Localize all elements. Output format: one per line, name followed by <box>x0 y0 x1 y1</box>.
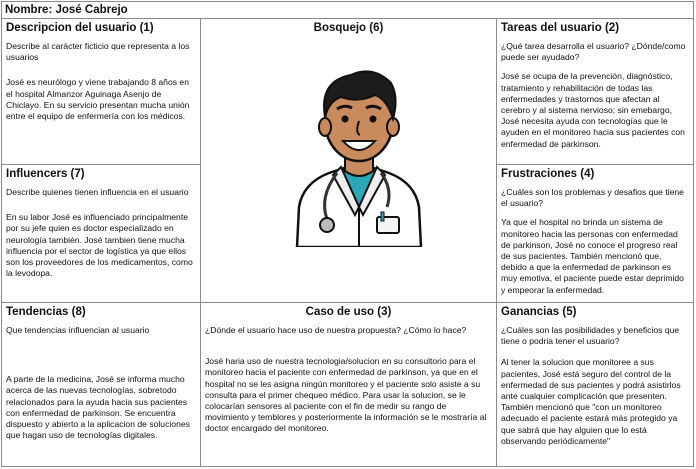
influencers-section <box>2 165 201 303</box>
bosquejo-section <box>201 19 497 303</box>
frustraciones-body: Ya que el hospital no brinda un sistema de monitoreo hacia las personas con enfermedad de parkinson, José no conoce el progreso real de sus pacientes. También mencionó que, debido a que la enfermedad de parkinson es muy emotiva, el paciente puede estar deprimido y empeorar la enfermedad. <box>501 217 684 295</box>
ganancias-section <box>497 303 693 467</box>
descripcion-body: José es neurólogo y viene trabajando 8 años en el hospital Almanzor Aguinaga Asenjo de Chiclayo. En su servicio presentan mucha unión entre el equipo de enfermería con los médicos. <box>6 77 190 122</box>
bosquejo-title: Bosquejo (6) <box>313 22 384 34</box>
frustraciones-title: Frustraciones (4) <box>501 168 595 180</box>
influencers-body: En su labor José es influenciado principalmente por su jefe quien es doctor especializado en neurología también. José tambien tiene mucha influencia por el sector de logística ya que ellos son los proveedores de los medicamentos, como la levodopa. <box>6 212 193 279</box>
influencers-prompt: Describe quienes tienen influencia en el usuario <box>6 187 189 197</box>
persona-canvas <box>1 1 694 467</box>
doctor-avatar-illustration <box>289 57 429 247</box>
tendencias-body: A parte de la medicina, José se informa mucho acerca de las nuevas tecnologías, sobretodo relacionados para la ayuda hacia sus pacientes con enfermedad de parkinson. Se encuentra dispuesto y abierto a la aplicacion de soluciones que hagan uso de tecnologías digitales. <box>6 374 190 441</box>
tareas-section <box>497 19 693 165</box>
doctor-avatar <box>289 57 429 247</box>
caso-uso-section <box>201 303 497 467</box>
tareas-prompt: ¿Qué tarea desarrolla el usuario? ¿Dónde/como puede ser ayudado? <box>501 41 686 63</box>
frustraciones-prompt: ¿Cuáles son los problemas y desafios que tiene el usuario? <box>501 187 684 209</box>
influencers-title: Influencers (7) <box>6 168 85 180</box>
descripcion-section <box>2 19 201 165</box>
header <box>2 2 693 19</box>
tendencias-section <box>2 303 201 467</box>
ganancias-prompt: ¿Cuáles son las posibilidades y beneficios que tiene o podria tener el usuario? <box>501 325 680 347</box>
caso-uso-prompt: ¿Dónde el usuario hace uso de nuestra propuesta? ¿Cómo lo hace? <box>205 325 467 335</box>
tendencias-title: Tendencias (8) <box>6 306 86 318</box>
ganancias-body: Al tener la solucion que monitoree a sus pacientes, José está seguro del control de la enfermedad de sus pacientes y podrá asistirlos ante cualquier complicación que presenten. También mencionó que "con un monitoreo adecuado el paciente estará más protegido ya que sabrá que hay alguien que lo está observando periódicamente" <box>501 357 681 446</box>
frustraciones-section <box>497 165 693 303</box>
caso-uso-body: José haria uso de nuestra tecnologia/solucion en su consultorio para el monitoreo hacia el paciente con enfermedad de parkinson, ya que en el hospital no se les asigna ningún monitoreo y el paciente solo asiste a su consulta para el primer chequeo médico. Para usar la solucion, se le colocarían sensores al paciente con el fin de medir su rango de movimiento y temblores y posteriormente la información se le mostraría al doctor encargado del monitoreo. <box>205 356 487 434</box>
descripcion-title: Descripcion del usuario (1) <box>6 22 154 34</box>
descripcion-prompt: Describe al carácter ficticio que representa a los usuarios <box>6 41 190 63</box>
persona-name: José Cabrejo <box>55 4 128 16</box>
tareas-title: Tareas del usuario (2) <box>501 22 620 34</box>
ganancias-title: Ganancias (5) <box>501 306 577 318</box>
tendencias-prompt: Que tendencias influencian al usuario <box>6 325 150 335</box>
tareas-body: José se ocupa de la prevención, diagnóstico, tratamiento y rehabilitación de todas las enfermedades y trastornos que afectan al cerebro y al sistema nervioso; sin emebargo, José necesita ayuda con tecnologías que le ayuden en el monitoreo hacia sus pacientes con enfermedad de parkinson. <box>501 71 685 149</box>
caso-uso-title: Caso de uso (3) <box>305 306 392 318</box>
header-label: Nombre: <box>5 4 53 16</box>
